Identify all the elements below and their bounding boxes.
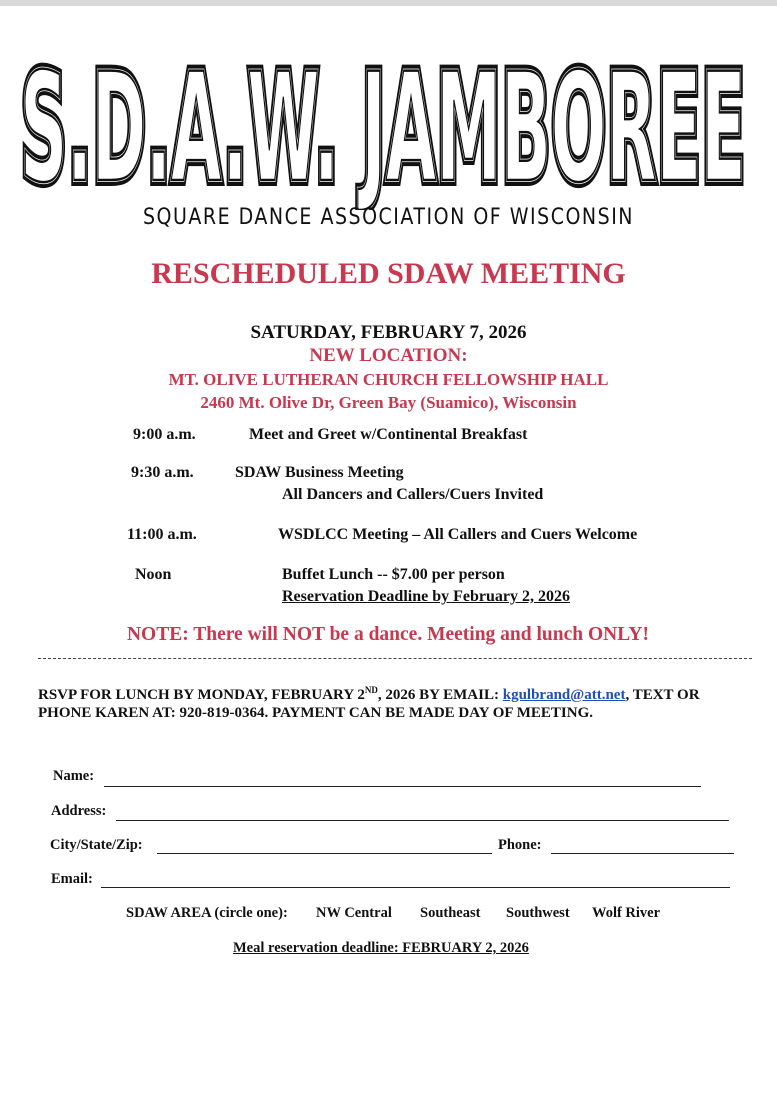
area-label: SDAW AREA (circle one): xyxy=(126,905,288,921)
phone-field[interactable] xyxy=(551,853,734,854)
reservation-deadline: Reservation Deadline by February 2, 2026 xyxy=(282,588,570,605)
top-bar xyxy=(0,0,777,6)
schedule-item: WSDLCC Meeting – All Callers and Cuers Welcome xyxy=(278,526,638,543)
location-address: 2460 Mt. Olive Dr, Green Bay (Suamico), Wisconsin xyxy=(200,393,577,412)
rsvp-superscript: ND xyxy=(364,685,378,695)
rsvp-part2: , 2026 BY EMAIL: xyxy=(377,687,503,703)
new-location-label: NEW LOCATION: xyxy=(309,345,468,366)
address-label: Address: xyxy=(51,803,107,819)
rsvp-part3: , TEXT OR xyxy=(625,687,700,703)
meeting-date: SATURDAY, FEBRUARY 7, 2026 xyxy=(250,322,527,343)
area-option-wolf-river[interactable]: Wolf River xyxy=(592,905,661,921)
email-label: Email: xyxy=(51,871,93,887)
city-state-zip-label: City/State/Zip: xyxy=(50,837,143,853)
schedule-time: 9:30 a.m. xyxy=(131,464,194,481)
logo-tagline: SQUARE DANCE ASSOCIATION OF WISCONSIN xyxy=(142,204,635,230)
note-text: NOTE: There will NOT be a dance. Meeting and lunch ONLY! xyxy=(126,624,650,645)
schedule-time: 9:00 a.m. xyxy=(133,426,196,443)
location-name: MT. OLIVE LUTHERAN CHURCH FELLOWSHIP HALL xyxy=(168,370,609,389)
dashed-divider xyxy=(38,658,752,659)
logo-title-inner: S.D.A.W. JAMBOREE xyxy=(20,40,746,210)
rsvp-part1: RSVP FOR LUNCH BY MONDAY, FEBRUARY 2 xyxy=(38,687,365,703)
city-state-zip-field[interactable] xyxy=(157,853,492,854)
schedule-time: Noon xyxy=(135,566,172,583)
schedule-item: Buffet Lunch -- $7.00 per person xyxy=(282,566,505,583)
schedule-item-detail: All Dancers and Callers/Cuers Invited xyxy=(282,486,544,503)
name-field[interactable] xyxy=(104,786,701,787)
area-option-southwest[interactable]: Southwest xyxy=(506,905,570,921)
schedule-item: SDAW Business Meeting xyxy=(235,464,404,481)
email-field[interactable] xyxy=(101,887,730,888)
jamboree-logo xyxy=(14,40,764,210)
meal-deadline: Meal reservation deadline: FEBRUARY 2, 2026 xyxy=(233,940,529,956)
area-option-southeast[interactable]: Southeast xyxy=(420,905,481,921)
page-title: RESCHEDULED SDAW MEETING xyxy=(151,257,626,290)
schedule-time: 11:00 a.m. xyxy=(127,526,197,543)
phone-label: Phone: xyxy=(498,837,542,853)
email-link[interactable]: kgulbrand@att.net xyxy=(502,687,626,703)
logo-title: S.D.A.W. JAMBOREE xyxy=(20,40,746,210)
area-option-nw-central[interactable]: NW Central xyxy=(316,905,392,921)
rsvp-text xyxy=(38,681,700,722)
logo-title-outline: S.D.A.W. JAMBOREE xyxy=(20,40,746,210)
rsvp-line2: PHONE KAREN AT: 920-819-0364. PAYMENT CAN BE MADE DAY OF MEETING. xyxy=(38,705,594,721)
schedule-item: Meet and Greet w/Continental Breakfast xyxy=(249,426,528,443)
address-field[interactable] xyxy=(116,820,729,821)
name-label: Name: xyxy=(53,768,95,784)
